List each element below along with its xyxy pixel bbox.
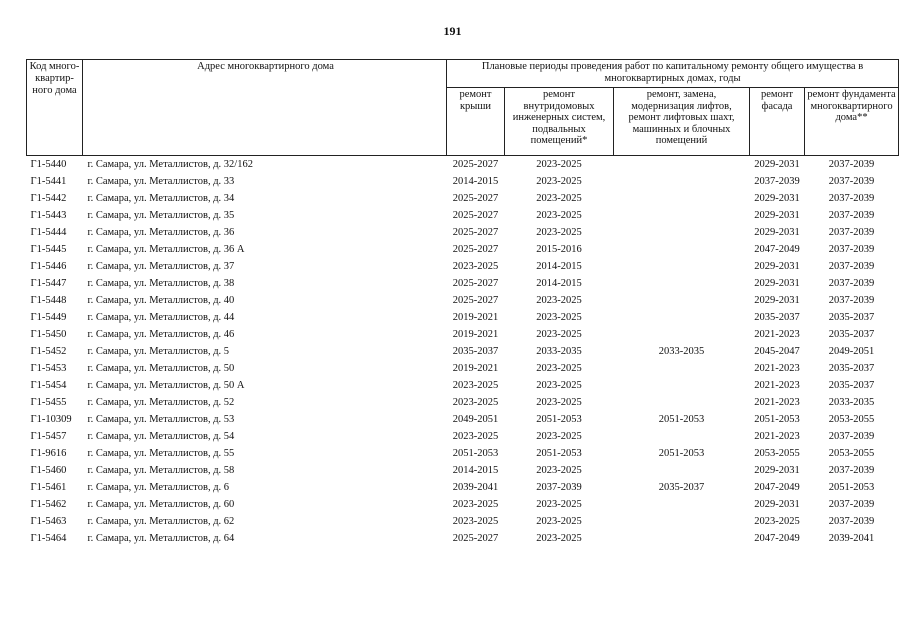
cell-lifts [614,173,750,190]
table-row [27,360,899,377]
header-engineering: ремонт внутридомовых инженерных систем, подвальных помещений* [505,88,614,156]
cell-engineering: 2023-2025 [536,379,582,391]
cell-facade: 2021-2023 [754,430,800,442]
table-row [27,462,899,479]
table-row [27,530,899,547]
cell-roof: 2023-2025 [452,515,499,527]
cell-lifts [614,513,750,530]
cell-roof: 2014-2015 [452,464,499,476]
cell-roof: 2023-2025 [452,430,499,442]
cell-foundation: 2037-2039 [828,464,875,476]
table-row [27,190,899,207]
table-row [27,326,899,343]
cell-facade: 2029-2031 [754,277,800,289]
table-row [27,224,899,241]
cell-engineering: 2023-2025 [536,192,582,204]
cell-address: г. Самара, ул. Металлистов, д. 34 [87,192,235,204]
cell-facade: 2029-2031 [754,209,800,221]
cell-lifts [614,241,750,258]
cell-lifts [614,496,750,513]
cell-facade: 2047-2049 [754,532,800,544]
cell-address: г. Самара, ул. Металлистов, д. 6 [87,481,230,493]
table-body [27,156,899,548]
table-row [27,479,899,496]
table-row [27,156,899,174]
cell-engineering: 2023-2025 [536,362,582,374]
header-foundation: ремонт фундамента многоквартирного дома** [805,88,899,156]
cell-roof: 2023-2025 [452,396,499,408]
cell-address: г. Самара, ул. Металлистов, д. 33 [87,175,235,187]
cell-code: Г1-5453 [30,362,67,374]
header-roof: ремонт крыши [447,88,505,156]
table-row [27,309,899,326]
cell-lifts [614,224,750,241]
cell-foundation: 2037-2039 [828,277,875,289]
cell-code: Г1-5457 [30,430,67,442]
cell-engineering: 2015-2016 [536,243,582,255]
cell-facade: 2021-2023 [754,396,800,408]
cell-address: г. Самара, ул. Металлистов, д. 37 [87,260,235,272]
cell-code: Г1-5463 [30,515,67,527]
cell-address: г. Самара, ул. Металлистов, д. 50 А [87,379,245,391]
cell-address: г. Самара, ул. Металлистов, д. 32/162 [87,158,253,170]
cell-address: г. Самара, ул. Металлистов, д. 54 [87,430,235,442]
cell-foundation: 2039-2041 [828,532,875,544]
cell-foundation: 2035-2037 [828,379,875,391]
cell-engineering: 2023-2025 [536,294,582,306]
cell-facade: 2029-2031 [754,260,800,272]
table-row [27,394,899,411]
cell-address: г. Самара, ул. Металлистов, д. 38 [87,277,235,289]
cell-foundation: 2037-2039 [828,226,875,238]
cell-engineering: 2033-2035 [536,345,582,357]
cell-facade: 2021-2023 [754,362,800,374]
cell-lifts [614,326,750,343]
cell-engineering: 2023-2025 [536,158,582,170]
header-lifts: ремонт, замена, модернизация лифтов, ремонт лифтовых шахт, машинных и блочных помещений [614,88,750,156]
cell-lifts [614,377,750,394]
cell-engineering: 2014-2015 [536,277,582,289]
cell-facade: 2047-2049 [754,481,800,493]
header-address: Адрес многоквартирного дома [83,60,447,156]
table-row [27,241,899,258]
cell-roof: 2051-2053 [452,447,499,459]
cell-lifts [614,309,750,326]
cell-foundation: 2051-2053 [828,481,875,493]
cell-foundation: 2033-2035 [828,396,875,408]
cell-foundation: 2037-2039 [828,498,875,510]
header-facade: ремонт фасада [750,88,805,156]
cell-code: Г1-5462 [30,498,67,510]
cell-engineering: 2023-2025 [536,226,582,238]
cell-code: Г1-5450 [30,328,67,340]
cell-foundation: 2037-2039 [828,430,875,442]
cell-roof: 2039-2041 [452,481,499,493]
cell-foundation: 2049-2051 [828,345,875,357]
cell-foundation: 2053-2055 [828,447,875,459]
table-row [27,445,899,462]
cell-address: г. Самара, ул. Металлистов, д. 64 [87,532,235,544]
cell-address: г. Самара, ул. Металлистов, д. 62 [87,515,235,527]
cell-code: Г1-9616 [30,447,67,459]
cell-roof: 2023-2025 [452,498,499,510]
cell-code: Г1-5449 [30,311,67,323]
cell-lifts [614,530,750,547]
cell-engineering: 2023-2025 [536,430,582,442]
cell-roof: 2025-2027 [452,294,499,306]
cell-engineering: 2023-2025 [536,311,582,323]
cell-facade: 2029-2031 [754,294,800,306]
cell-engineering: 2051-2053 [536,413,582,425]
cell-engineering: 2037-2039 [536,481,582,493]
cell-roof: 2023-2025 [452,379,499,391]
cell-lifts [614,207,750,224]
cell-facade: 2029-2031 [754,192,800,204]
table-row [27,428,899,445]
table-row [27,258,899,275]
cell-engineering: 2023-2025 [536,532,582,544]
cell-engineering: 2023-2025 [536,175,582,187]
cell-engineering: 2023-2025 [536,515,582,527]
cell-engineering: 2023-2025 [536,328,582,340]
cell-roof: 2023-2025 [452,260,499,272]
cell-code: Г1-5452 [30,345,67,357]
cell-roof: 2014-2015 [452,175,499,187]
cell-roof: 2019-2021 [452,328,499,340]
table-row [27,377,899,394]
cell-engineering: 2023-2025 [536,464,582,476]
table-row [27,411,899,428]
cell-code: Г1-5454 [30,379,67,391]
cell-facade: 2021-2023 [754,328,800,340]
cell-facade: 2029-2031 [754,498,800,510]
cell-code: Г1-5448 [30,294,67,306]
cell-code: Г1-5445 [30,243,67,255]
cell-code: Г1-5464 [30,532,67,544]
cell-roof: 2049-2051 [452,413,499,425]
cell-address: г. Самара, ул. Металлистов, д. 36 А [87,243,245,255]
cell-code: Г1-5446 [30,260,67,272]
cell-facade: 2023-2025 [754,515,800,527]
cell-roof: 2035-2037 [452,345,499,357]
cell-roof: 2019-2021 [452,311,499,323]
cell-roof: 2025-2027 [452,532,499,544]
cell-lifts [614,462,750,479]
capital-repair-table [26,59,899,547]
cell-roof: 2025-2027 [452,243,499,255]
cell-address: г. Самара, ул. Металлистов, д. 58 [87,464,235,476]
table-row [27,343,899,360]
cell-address: г. Самара, ул. Металлистов, д. 40 [87,294,235,306]
cell-facade: 2051-2053 [754,413,800,425]
table-row [27,292,899,309]
table-row [27,275,899,292]
cell-lifts [614,258,750,275]
cell-lifts [614,292,750,309]
cell-code: Г1-5460 [30,464,67,476]
cell-lifts: 2033-2035 [658,345,705,357]
cell-lifts [614,428,750,445]
cell-facade: 2053-2055 [754,447,800,459]
cell-facade: 2035-2037 [754,311,800,323]
cell-code: Г1-5447 [30,277,67,289]
cell-roof: 2025-2027 [452,277,499,289]
cell-engineering: 2023-2025 [536,396,582,408]
cell-address: г. Самара, ул. Металлистов, д. 36 [87,226,235,238]
cell-lifts: 2035-2037 [658,481,705,493]
cell-code: Г1-5455 [30,396,67,408]
cell-code: Г1-10309 [30,413,72,425]
cell-engineering: 2051-2053 [536,447,582,459]
cell-code: Г1-5442 [30,192,67,204]
header-code: Код много-квартир-ного дома [27,60,83,156]
cell-facade: 2029-2031 [754,158,800,170]
cell-facade: 2021-2023 [754,379,800,391]
cell-address: г. Самара, ул. Металлистов, д. 44 [87,311,235,323]
cell-address: г. Самара, ул. Металлистов, д. 60 [87,498,235,510]
cell-foundation: 2037-2039 [828,175,875,187]
cell-address: г. Самара, ул. Металлистов, д. 55 [87,447,235,459]
cell-address: г. Самара, ул. Металлистов, д. 52 [87,396,235,408]
cell-facade: 2045-2047 [754,345,800,357]
cell-roof: 2025-2027 [452,226,499,238]
cell-foundation: 2037-2039 [828,192,875,204]
cell-lifts [614,275,750,292]
cell-address: г. Самара, ул. Металлистов, д. 50 [87,362,235,374]
cell-foundation: 2037-2039 [828,243,875,255]
cell-roof: 2025-2027 [452,192,499,204]
table-row [27,207,899,224]
cell-address: г. Самара, ул. Металлистов, д. 5 [87,345,230,357]
cell-engineering: 2023-2025 [536,209,582,221]
cell-lifts: 2051-2053 [658,413,705,425]
cell-engineering: 2014-2015 [536,260,582,272]
cell-facade: 2047-2049 [754,243,800,255]
cell-foundation: 2053-2055 [828,413,875,425]
cell-lifts [614,394,750,411]
cell-foundation: 2037-2039 [828,209,875,221]
cell-foundation: 2037-2039 [828,294,875,306]
cell-foundation: 2035-2037 [828,362,875,374]
cell-address: г. Самара, ул. Металлистов, д. 46 [87,328,235,340]
cell-lifts [614,190,750,207]
cell-lifts: 2051-2053 [658,447,705,459]
cell-code: Г1-5441 [30,175,67,187]
cell-foundation: 2037-2039 [828,260,875,272]
page-number: 191 [443,24,462,38]
table-row [27,173,899,190]
cell-roof: 2025-2027 [452,158,499,170]
cell-address: г. Самара, ул. Металлистов, д. 35 [87,209,235,221]
cell-address: г. Самара, ул. Металлистов, д. 53 [87,413,235,425]
cell-lifts [614,360,750,377]
cell-roof: 2025-2027 [452,209,499,221]
cell-lifts [614,156,750,174]
table-row [27,496,899,513]
cell-facade: 2037-2039 [754,175,800,187]
cell-facade: 2029-2031 [754,464,800,476]
cell-code: Г1-5461 [30,481,67,493]
cell-foundation: 2037-2039 [828,158,875,170]
header-periods: Плановые периоды проведения работ по капитальному ремонту общего имущества в многоквартирных домах, годы [447,60,899,88]
cell-roof: 2019-2021 [452,362,499,374]
cell-foundation: 2035-2037 [828,328,875,340]
cell-code: Г1-5443 [30,209,67,221]
cell-foundation: 2037-2039 [828,515,875,527]
table-row [27,513,899,530]
cell-facade: 2029-2031 [754,226,800,238]
cell-code: Г1-5444 [30,226,67,238]
cell-engineering: 2023-2025 [536,498,582,510]
cell-foundation: 2035-2037 [828,311,875,323]
cell-code: Г1-5440 [30,158,67,170]
